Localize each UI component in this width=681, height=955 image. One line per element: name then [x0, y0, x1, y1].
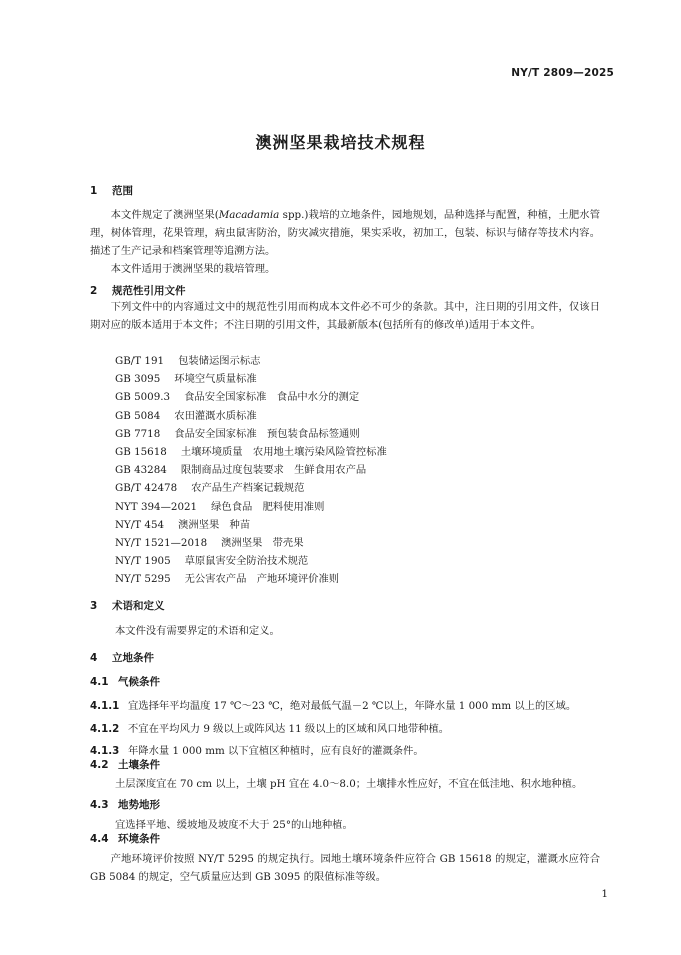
reference-title: 土壤环境质量 农用地土壤污染风险管控标准: [180, 446, 387, 458]
subsection-number: 4.1: [90, 676, 109, 688]
reference-code: NY/T 1521—2018: [115, 537, 208, 549]
section-title: 立地条件: [112, 652, 154, 664]
reference-title: 农田灌溉水质标准: [174, 409, 257, 422]
reference-title: 澳洲坚果 种苗: [178, 518, 251, 531]
applicability-paragraph: 本文件适用于澳洲坚果的栽培管理。: [110, 263, 276, 275]
reference-title: 澳洲坚果 带壳果: [221, 537, 304, 549]
clause-text: 不宜在平均风力 9 级以上或阵风达 11 级以上的区域和风口地带种植。: [128, 723, 450, 735]
reference-code: NY/T 1905: [115, 555, 171, 568]
scope-text-a: 本文件规定了澳洲坚果(: [110, 209, 219, 221]
scope-genus: Macadamia: [218, 209, 280, 221]
normative-intro: 下列文件中的内容通过文中的规范性引用而构成本文件必不可少的条款。其中，注日期的引用文件，仅该日期对应的版本适用于本文件；不注日期的引用文件，其最新版本(包括所有的修改单)适用于本文件。: [90, 301, 600, 331]
reference-code: GB 3095: [115, 373, 161, 386]
scope-paragraph: [90, 206, 600, 260]
subsection-number: 4.3: [90, 799, 109, 811]
environment-paragraph: 产地环境评价按照 NY/T 5295 的规定执行。园地土壤环境条件应符合 GB 15618 的规定，灌溉水应符合 GB 5084 的规定，空气质量应达到 GB 3095 的限值标准等级。: [90, 853, 600, 883]
subsection-number: 4.4: [90, 833, 109, 845]
reference-title: 食品安全国家标准 食品中水分的测定: [184, 391, 360, 404]
document-title: 澳洲坚果栽培技术规程: [255, 133, 426, 152]
scope-text-b: spp.)栽培的立地条件，园地规划，品种选择与配置，种植，土肥水管理，树体管理，花果管理，病虫鼠害防治，防灾减灾措施，果实采收，初加工，包装、标识与储存等技术内容。描述了生产记录和档案管理等追溯方法。: [90, 209, 600, 257]
reference-title: 农产品生产档案记载规范: [191, 482, 305, 495]
section-4-3-text: 宜选择平地、缓坡地及坡度不大于 25°的山地种植。: [115, 819, 353, 831]
reference-item: [115, 425, 360, 440]
reference-code: GB 5009.3: [115, 391, 171, 404]
reference-item: [115, 370, 257, 385]
clause-number: 4.1.2: [90, 723, 120, 735]
reference-item: [115, 388, 359, 403]
section-4-3-heading: [90, 797, 160, 812]
reference-item: [115, 516, 250, 531]
reference-title: 限制商品过度包装要求 生鲜食用农产品: [180, 464, 367, 477]
subsection-title: 地势地形: [118, 799, 160, 811]
section-4-heading: [90, 650, 154, 665]
reference-title: 无公害农产品 产地环境评价准则: [184, 573, 340, 586]
section-title: 范围: [112, 185, 133, 197]
page-number: 1: [601, 888, 608, 900]
section-4-4-heading: [90, 831, 160, 846]
clause-text: 宜选择年平均温度 17 ℃～23 ℃，绝对最低气温－2 ℃以上，年降水量 1 000 mm 以上的区域。: [128, 700, 577, 712]
subsection-title: 气候条件: [118, 676, 160, 688]
reference-item: [115, 352, 260, 367]
reference-title: 环境空气质量标准: [174, 373, 257, 386]
reference-code: GB/T 42478: [115, 482, 178, 495]
reference-code: GB 7718: [115, 427, 161, 440]
reference-item: [115, 552, 308, 567]
section-4-2-heading: [90, 757, 160, 772]
section-2-heading: [90, 283, 186, 298]
section-3-heading: [90, 598, 165, 613]
reference-item: [115, 407, 257, 422]
reference-item: [115, 534, 304, 549]
subsection-number: 4.2: [90, 759, 109, 771]
subsection-title: 环境条件: [118, 833, 160, 845]
section-2-body: [90, 298, 600, 334]
section-4-4-body: [90, 850, 600, 886]
section-number: 1: [90, 185, 98, 197]
reference-title: 草原鼠害安全防治技术规范: [184, 555, 309, 568]
reference-title: 绿色食品 肥料使用准则: [211, 500, 325, 513]
reference-code: GB 5084: [115, 409, 161, 422]
clause-number: 4.1.3: [90, 745, 120, 757]
reference-item: [115, 498, 324, 513]
clause-number: 4.1.1: [90, 700, 120, 712]
reference-item: [115, 570, 339, 585]
reference-title: 食品安全国家标准 预包装食品标签通则: [174, 427, 360, 440]
section-title: 规范性引用文件: [112, 285, 186, 297]
reference-code: GB/T 191: [115, 355, 165, 367]
reference-code: NY/T 5295: [115, 573, 171, 586]
section-1-heading: [90, 183, 133, 198]
reference-item: [115, 479, 304, 494]
section-title: 术语和定义: [112, 600, 165, 612]
reference-code: GB 15618: [115, 446, 167, 458]
section-number: 2: [90, 285, 98, 297]
section-number: 4: [90, 652, 98, 664]
reference-item: [115, 443, 387, 458]
subsection-title: 土壤条件: [118, 759, 160, 771]
section-number: 3: [90, 600, 98, 612]
section-4-2-text: 土层深度宜在 70 cm 以上，土壤 pH 宜在 4.0～8.0；土壤排水性应好，不宜在低洼地、积水地种植。: [115, 778, 583, 790]
reference-code: GB 43284: [115, 464, 167, 477]
reference-item: [115, 461, 366, 476]
section-4-1-heading: [90, 674, 160, 689]
section-3-text: 本文件没有需要界定的术语和定义。: [115, 625, 280, 637]
reference-code: NYT 394—2021: [115, 500, 198, 513]
reference-code: NY/T 454: [115, 518, 165, 531]
section-1-body: [90, 206, 600, 278]
clause-4-1-2: [90, 720, 449, 735]
clause-4-1-3: [90, 742, 424, 757]
standard-code: NY/T 2809—2025: [511, 67, 614, 79]
clause-text: 年降水量 1 000 mm 以下宜植区种植时，应有良好的灌溉条件。: [128, 745, 424, 757]
reference-title: 包装储运图示标志: [178, 355, 261, 367]
clause-4-1-1: [90, 697, 576, 712]
